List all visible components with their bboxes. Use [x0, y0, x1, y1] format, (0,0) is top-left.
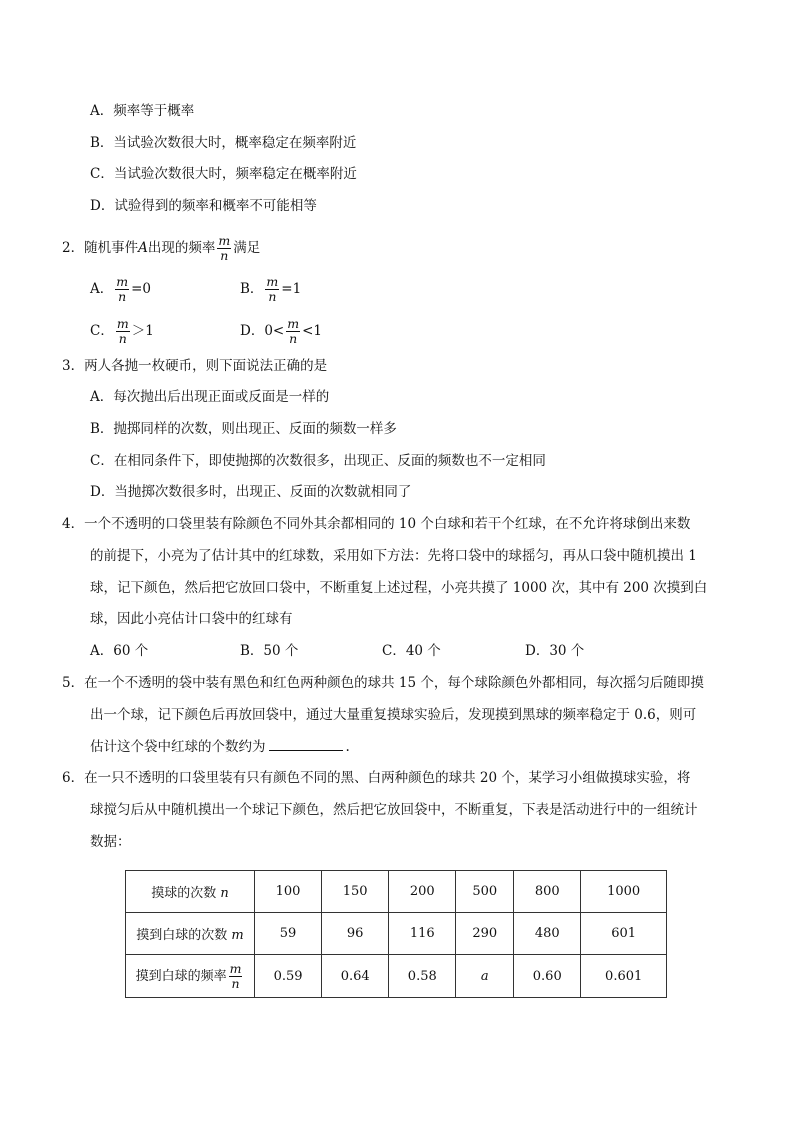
- q3-option-b: B．抛掷同样的次数，则出现正、反面的频数一样多: [90, 421, 397, 437]
- q2-option-c: C． $\frac{m}{n}$ ＞1: [90, 316, 154, 346]
- q4-line-1: 4．一个不透明的口袋里装有除颜色不同外其余都相同的 10 个白球和若干个红球，在不允许将球倒出来数: [62, 516, 691, 532]
- q4-line-2: 的前提下，小亮为了估计其中的红球数，采用如下方法：先将口袋中的球摇匀，再从口袋中随机摸出 1: [90, 548, 697, 564]
- table-cell: 0.64: [322, 955, 389, 998]
- q4-option-c: C．40 个: [382, 643, 441, 659]
- q4-option-d: D．30 个: [525, 643, 585, 659]
- q5-line-3: 估计这个袋中红球的个数约为 .: [90, 736, 350, 757]
- q4-option-a: A．60 个: [90, 643, 149, 659]
- option-c: C．当试验次数很大时，频率稳定在概率附近: [90, 166, 357, 182]
- q2-option-b: B． $\frac{m}{n}$ =1: [240, 274, 302, 304]
- fraction-m-over-n: $\frac{m}{n}$: [218, 233, 231, 263]
- table-row: [126, 871, 667, 913]
- row-header-frequency: 摸到白球的频率 $\frac{m}{n}$: [126, 955, 255, 998]
- table-cell: 500: [456, 871, 514, 913]
- table-cell: 0.58: [389, 955, 456, 998]
- q5-line-2: 出一个球，记下颜色后再放回袋中，通过大量重复摸球实验后，发现摸到黑球的频率稳定于 0.6，则可: [90, 707, 697, 723]
- option-d: D．试验得到的频率和概率不可能相等: [90, 198, 317, 214]
- table-cell: a: [456, 955, 514, 998]
- q6-line-2: 球搅匀后从中随机摸出一个球记下颜色，然后把它放回袋中，不断重复，下表是活动进行中的一组统计: [90, 802, 698, 818]
- answer-blank: [269, 736, 343, 751]
- q3-option-c: C．在相同条件下，即使抛掷的次数很多，出现正、反面的频数也不一定相同: [90, 453, 546, 469]
- table-row: [126, 913, 667, 955]
- table-cell: 290: [456, 913, 514, 955]
- table-row: [126, 955, 667, 998]
- table-cell: 0.60: [514, 955, 581, 998]
- table-cell: 0.601: [581, 955, 667, 998]
- row-header-draws: 摸球的次数 n: [126, 871, 255, 913]
- option-b: B．当试验次数很大时，概率稳定在频率附近: [90, 135, 357, 151]
- option-a: A．频率等于概率: [90, 103, 195, 119]
- table-cell: 1000: [581, 871, 667, 913]
- q2-option-a: A． $\frac{m}{n}$ =0: [90, 274, 152, 304]
- q6-line-1: 6．在一只不透明的口袋里装有只有颜色不同的黑、白两种颜色的球共 20 个，某学习小组做摸球实验，将: [62, 770, 691, 786]
- table-cell: 96: [322, 913, 389, 955]
- q5-line-1: 5．在一个不透明的袋中装有黑色和红色两种颜色的球共 15 个，每个球除颜色外都相同，每次摇匀后随即摸: [62, 675, 704, 691]
- q2-option-d: D．0< $\frac{m}{n}$ <1: [240, 316, 322, 346]
- row-header-white-count: 摸到白球的次数 m: [126, 913, 255, 955]
- table-cell: 59: [255, 913, 322, 955]
- q6-line-3: 数据：: [90, 834, 131, 850]
- table-cell: 116: [389, 913, 456, 955]
- table-cell: 800: [514, 871, 581, 913]
- q4-line-3: 球，记下颜色，然后把它放回口袋中，不断重复上述过程，小亮共摸了 1000 次，其中有 200 次摸到白: [90, 580, 708, 596]
- table-cell: 200: [389, 871, 456, 913]
- q3-option-a: A．每次抛出后出现正面或反面是一样的: [90, 389, 330, 405]
- q2-stem: 2．随机事件A出现的频率 $\frac{m}{n}$ 满足: [62, 233, 261, 263]
- table-cell: 601: [581, 913, 667, 955]
- q3-stem: 3．两人各抛一枚硬币，则下面说法正确的是: [62, 358, 328, 374]
- table-cell: 0.59: [255, 955, 322, 998]
- table-cell: 480: [514, 913, 581, 955]
- q4-option-b: B．50 个: [240, 643, 299, 659]
- table-cell: 150: [322, 871, 389, 913]
- table-cell: 100: [255, 871, 322, 913]
- q3-option-d: D．当抛掷次数很多时，出现正、反面的次数就相同了: [90, 484, 412, 500]
- stats-table: [125, 870, 667, 998]
- q4-line-4: 球，因此小亮估计口袋中的红球有: [90, 611, 293, 627]
